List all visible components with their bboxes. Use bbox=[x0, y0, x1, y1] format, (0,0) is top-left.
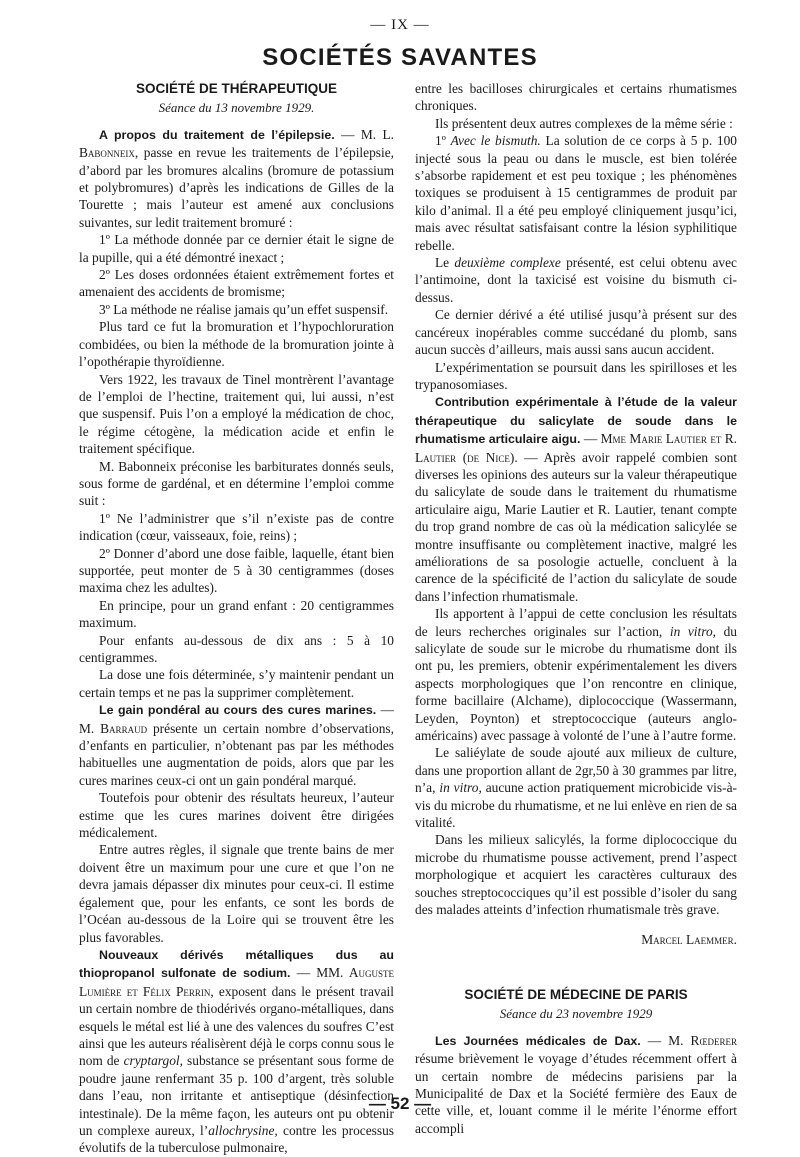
paragraph bbox=[415, 605, 737, 744]
paragraph: En principe, pour un grand enfant : 20 centigrammes maximum. bbox=[79, 597, 394, 631]
paragraph-text: Le bbox=[435, 255, 450, 271]
article-cures-marines bbox=[79, 701, 394, 789]
article-salicylate bbox=[415, 393, 737, 605]
paragraph: 1º Ne l’administrer que s’il n’existe pas de contre indication (cœur, vaisseaux, foie, reins) ; bbox=[79, 510, 394, 544]
paragraph: Ils présentent deux autres complexes de la même série : bbox=[435, 115, 733, 131]
paragraph: La dose une fois déterminée, s’y maintenir pendant un certain temps et ne pas la supprimer complètement. bbox=[79, 667, 394, 700]
section-heading-medecine: SOCIÉTÉ DE MÉDECINE DE PARIS bbox=[464, 986, 688, 1002]
page-title: SOCIÉTÉS SAVANTES bbox=[262, 44, 538, 71]
list-number: 1º bbox=[435, 133, 446, 149]
paragraph-text: — Après avoir rappelé combien sont diverses les opinions des auteurs sur la valeur thérapeutique du salicylate de soude dans le traitement du rhumatisme articulaire aigu, Marie Lautier et R. Lautier, tenant compte du trop grand nombre de cas où la médication salicylée se montre insuffisante ou complètement inactive, malgré les améliorations de sa posologie actuelle, concluent à la carence de la spécificité de l’action du salicylate de soude dans l’infection rhumatismale. bbox=[415, 449, 737, 604]
paragraph-text: La solution de ce corps à 5 p. 100 injecté sous la peau ou dans le muscle, est bien tolérée s’absorbe rapidement et est peu toxique ; les phénomènes toxiques se produisent à 15 centigrammes de produit par kilo d’animal. Il a été peu employé cliniquement jusqu’ici, mais avec résultat satisfaisant contre la lésion syphilitique rebelle. bbox=[415, 133, 738, 253]
paragraph-text: Le saliéylate de soude ajouté aux milieux de culture, dans une proportion allant de 2gr,50 à 30 grammes par litre, n’a, bbox=[415, 745, 737, 796]
right-column bbox=[415, 80, 737, 1137]
paragraph-text: contre les processus évolutifs de la tuberculose pulmonaire, bbox=[79, 1122, 394, 1156]
paragraph-text: passe en revue les traitements de l’épilepsie, d’abord par les bromures alcalins (bromure de potassium et polybromures) d’après les indications de Gilles de la Tourette ; mais l’auteur est amené aux conclusions suivantes, sur ledit traitement bromuré : bbox=[79, 145, 394, 230]
session-date: Séance du 13 novembre 1929. bbox=[158, 100, 315, 116]
session-date: Séance du 23 novembre 1929 bbox=[499, 1006, 653, 1022]
page-number-roman: — IX — bbox=[370, 17, 430, 33]
paragraph-text: résume brièvement le voyage d’études récemment offert à un certain nombre de médecins parisiens par la Municipalité de Dax et la Société fermière des Eaux de cette ville, et, louant comme il le mérite l’énorme effort accompli bbox=[415, 1051, 737, 1136]
paragraph: Toutefois pour obtenir des résultats heureux, l’auteur estime que les cures marines doivent être dirigées médicalement. bbox=[79, 790, 394, 841]
paragraph: 2º Donner d’abord une dose faible, laquelle, étant bien supportée, peut monter de 5 à 30 centigrammes (doses maxima chez les adultes). bbox=[79, 545, 394, 596]
section-heading-therapeutique: SOCIÉTÉ DE THÉRAPEUTIQUE bbox=[135, 81, 338, 96]
paragraph: Ce dernier dérivé a été utilisé jusqu’à présent sur des cancéreux inopérables comme succédané du plomb, sans aucun succès d’ailleurs, mais aussi sans aucun accident. bbox=[415, 307, 737, 358]
paragraph: entre les bacilloses chirurgicales et certains rhumatismes chroniques. bbox=[415, 81, 737, 114]
paragraph: Dans les milieux salicylés, la forme diplococcique du microbe du rhumatisme pousse activement, prend l’aspect morphologique et acquiert les caractères culturaux des souches streptococciques qu’il est possible d’isoler du sang des malades atteints d’infection rhumatismale très grave. bbox=[415, 832, 737, 918]
paragraph-text: présenté, est celui obtenu avec l’antimoine, dont la taxicisé est voisine du bismuth ci-dessus. bbox=[415, 255, 737, 305]
article-title: Les Journées médicales de Dax. bbox=[435, 1033, 641, 1048]
paragraph: Entre autres règles, il signale que trente bains de mer doivent être un maximum pour une cure et que l’on ne devra jamais dépasser dix minutes pour ceux-ci. Il estime également que, pour les enfants, ce sont les bords de l’Océan au-dessous de la Loire qui se trouvent être les plus favorables. bbox=[79, 842, 394, 945]
paragraph bbox=[415, 744, 737, 831]
paragraph: M. Babonneix préconise les barbiturates donnés seuls, sous forme de gardénal, et en détermine l’emploi comme suit : bbox=[79, 458, 394, 509]
article-author: — M. Rœderer bbox=[647, 1032, 737, 1048]
article-derives-metalliques bbox=[79, 946, 394, 1157]
article-title: Contribution expérimentale à l’étude de la valeur thérapeutique du salicylate de soude dans le rhumatisme articulaire aigu. bbox=[415, 395, 737, 447]
emphasis: in vitro, bbox=[669, 623, 717, 639]
article-author: — MM. Auguste Lumière et Félix Perrin, bbox=[79, 965, 394, 999]
paragraph: 1º La méthode donnée par ce dernier était le signe de la pupille, qui a été démontré inexact ; bbox=[79, 232, 394, 265]
article-title: A propos du traitement de l’épilepsie. bbox=[99, 127, 335, 142]
paragraph-text: du salicylate de soude sur le microbe du rhumatisme dont ils ont pu, les premiers, obtenir expérimentalement les divers aspects morphologiques que l’on rencontre en clinique, forme bacillaire (Alchame), diplococcique (Wassermann, Leyden, Poynton) et streptococcique (auteurs anglo-américains) avec passage à volonté de l’une à l’autre forme. bbox=[415, 623, 737, 744]
paragraph: Pour enfants au-dessous de dix ans : 5 à 10 centigrammes. bbox=[79, 632, 394, 665]
paragraph: 3º La méthode ne réalise jamais qu’un effet suspensif. bbox=[99, 301, 389, 317]
signature: Marcel Laemmer. bbox=[641, 931, 737, 947]
left-column bbox=[79, 80, 394, 1157]
paragraph: 2º Les doses ordonnées étaient extrêmement fortes et amenaient des accidents de bromisme; bbox=[79, 267, 394, 300]
article-title: Nouveaux dérivés métalliques dus au thiopropanol sulfonate de sodium. bbox=[79, 947, 394, 981]
paragraph: L’expérimentation se poursuit dans les spirilloses et les trypanosomiases. bbox=[415, 359, 737, 392]
article-dax bbox=[415, 1032, 737, 1137]
article-author: — M. Barraud bbox=[79, 702, 394, 736]
paragraph bbox=[415, 132, 737, 254]
paragraph: Plus tard ce fut la bromuration et l’hypochloruration combidées, ou bien la méthode de la bromuration jointe à l’opothérapie thyroïdienne. bbox=[79, 319, 394, 370]
term-allochrysine: allochrysine, bbox=[208, 1122, 278, 1138]
article-author: — Mme Marie Lautier et R. Lautier (de Nice). bbox=[415, 431, 738, 465]
paragraph-text: exposent dans le présent travail un certain nombre de thiodérivés organo-métalliques, dans esquels le métal est lié à une des valences du soufres C’est ainsi que les auteurs réalisèrent déjà le corps connu sous le nom de bbox=[79, 983, 394, 1069]
article-title: Le gain pondéral au cours des cures marines. bbox=[99, 703, 377, 718]
paragraph-text: substance se présentant sous forme de poudre jaune renfermant 35 p. 100 d’argent, très soluble dans l’eau, non irritante et antiseptique (désinfection intestinale). De la même façon, les auteurs ont pu obtenir un complexe aureux, l’ bbox=[79, 1053, 394, 1138]
paragraph-text: aucune action pratiquement microbicide vis-à-vis du microbe du rhumatisme, et ne lui enlève en rien de sa vitalité. bbox=[415, 780, 737, 831]
article-author: — M. L. Babonneix, bbox=[79, 126, 394, 161]
paragraph-text: Ils apportent à l’appui de cette conclusion les résultats de leurs recherches originales sur l’action, bbox=[415, 606, 737, 639]
emphasis: Avec le bismuth. bbox=[450, 133, 541, 149]
paragraph bbox=[415, 254, 737, 306]
paragraph: Vers 1922, les travaux de Tinel montrèrent l’avantage de l’emploi de l’hectine, traitement qui, lui aussi, n’est que suspensif. Puis l’on a employé la médication de choc, le régime cétogène, la médication acide et enfin le traitement spécifique. bbox=[79, 371, 394, 457]
page-number: — 52 — bbox=[368, 1094, 432, 1113]
emphasis: in vitro, bbox=[439, 780, 482, 796]
term-cryptargol: cryptargol, bbox=[123, 1053, 183, 1069]
spacer bbox=[415, 948, 737, 986]
paragraph-text: présente un certain nombre d’observations, d’enfants en particulier, n’obtenant pas par les méthodes habituelles une augmentation de poids, alors que par les cures marines ceux-ci ont un gain pondéral marqué. bbox=[79, 720, 394, 788]
emphasis: deuxième complexe bbox=[454, 255, 561, 271]
article-epilepsie bbox=[79, 126, 394, 231]
